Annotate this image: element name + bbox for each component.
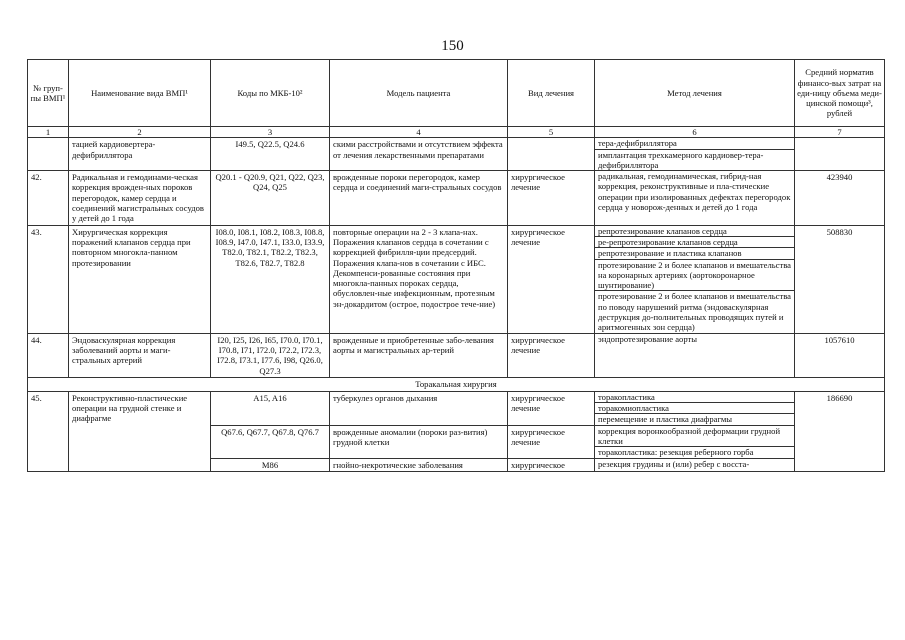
vmp-name-cell: Реконструктивно-пластические операции на грудной стенке и диафрагме [69,391,211,471]
column-number-row [28,127,885,138]
treatment-type-cell: хирургическое лечение [508,333,595,377]
icd-codes-cell: Q20.1 - Q20.9, Q21, Q22, Q23, Q24, Q25 [211,171,330,225]
header-group-number: № груп-пы ВМП¹ [28,60,69,127]
icd-codes-cell [211,458,330,471]
treatment-type-cell [508,138,595,171]
patient-model-cell: врожденные аномалии (пороки раз-вития) грудной клетки [330,425,508,458]
method-item: репротезирование клапанов сердца [595,226,794,237]
table-row [28,333,885,377]
average-cost-cell: 508830 [795,225,885,333]
vmp-name-cell: Радикальная и гемодинами-ческая коррекция врожден-ных пороков перегородок, камер сердца и соединений магистральных сосудов у детей до 1 года [69,171,211,225]
treatment-method-cell [595,333,795,377]
vmp-name-cell: Эндоваскулярная коррекция заболеваний аорты и маги-стральных артерий [69,333,211,377]
method-item: коррекция воронкообразной деформации грудной клетки [595,426,794,448]
method-item: тера-дефибриллятора [595,138,794,149]
method-item: ре-репротезирование клапанов сердца [595,237,794,248]
average-cost-cell: 186690 [795,391,885,471]
section-title: Торакальная хирургия [28,377,885,391]
table-row [28,391,885,425]
icd-codes-cell: I20, I25, I26, I65, I70.0, I70.1, I70.8, I71, I72.0, I72.2, I72.3, I72.8, I73.1, I77.6, I98, Q26.0, Q27.3 [211,333,330,377]
group-number-cell: 44. [28,333,69,377]
group-number-cell: 43. [28,225,69,333]
table-row [28,138,885,171]
patient-model-cell: врожденные пороки перегородок, камер сердца и соединений маги-стральных сосудов [330,171,508,225]
header-treatment-type: Вид лечения [508,60,595,127]
column-number: 4 [330,127,508,138]
vmp-name-cell: тацией кардиовертера-дефибриллятора [69,138,211,171]
method-item: торакомиопластика [595,403,794,414]
method-item: перемещение и пластика диафрагмы [598,414,733,425]
patient-model-cell: повторные операции на 2 - 3 клапа-нах. Поражения клапанов сердца в сочетании с коррекцией фибрилля-ции предсердий. Поражения клапа-нов в сочетании с ИБС. Декомпенси-рованные состояния при многокла-панных пороках сердца, обусловлен-ные инфекционным, протезным эн-докардитом (острое, подострое тече-ние) [330,225,508,333]
method-item: торакопластика: резекция реберного горба [598,447,754,458]
method-item: протезирование 2 и более клапанов и вмешательства по поводу нарушений ритма (эндоваскулярная деструкция до-полнительных проводящих путей и аритмогенных зон сердца) [598,291,791,333]
icd-codes-cell: A15, A16 [211,391,330,425]
cell-text: M86 [261,459,279,470]
icd-codes-cell: I49.5, Q22.5, Q24.6 [211,138,330,171]
icd-codes-cell: Q67.6, Q67.7, Q67.8, Q76.7 [211,425,330,458]
method-item: торакопластика [595,392,794,403]
table-row [28,171,885,225]
patient-model-cell: скими расстройствами и отсутствием эффекта от лечения лекарственными препаратами [330,138,508,171]
patient-model-cell: туберкулез органов дыхания [330,391,508,425]
header-treatment-method: Метод лечения [595,60,795,127]
method-item: эндопротезирование аорты [598,333,698,344]
method-item: радикальная, гемодинамическая, гибрид-ная коррекция, реконструктивные и пла-стические операции при изолированных дефектах перегородок сердца у новорож-денных и детей до 1 года [598,171,791,213]
header-patient-model: Модель пациента [330,60,508,127]
method-item: репротезирование и пластика клапанов [595,248,794,259]
treatment-method-cell [595,171,795,225]
treatment-type-cell: хирургическое лечение [508,171,595,225]
page-number: 150 [441,38,464,54]
treatment-method-cell [595,138,795,171]
column-number: 3 [211,127,330,138]
average-cost-cell: 1057610 [795,333,885,377]
column-number: 7 [795,127,885,138]
vmp-name-cell: Хирургическая коррекция поражений клапанов сердца при повторном многокла-панном протезировании [69,225,211,333]
patient-model-cell [330,458,508,471]
treatment-type-cell: хирургическое лечение [508,225,595,333]
group-number-cell: 45. [28,391,69,471]
column-number: 2 [69,127,211,138]
treatment-type-cell: хирургическое лечение [508,425,595,458]
average-cost-cell [795,138,885,171]
header-average-cost: Средний норматив финансо-вых затрат на еди-ницу объема меди-цинской помощи³, рублей [795,60,885,127]
table-header-row [28,60,885,127]
method-item: протезирование 2 и более клапанов и вмешательства на коронарных артериях (аортокоронарное шунтирование) [595,260,794,292]
cell-text: хирургическое [511,459,565,470]
icd-codes-cell: I08.0, I08.1, I08.2, I08.3, I08.8, I08.9, I47.0, I47.1, I33.0, I33.9, T82.0, T82.1, T82.2, T82.3, T82.6, T82.7, T82.8 [211,225,330,333]
table-row [28,225,885,333]
group-number-cell [28,138,69,171]
column-number: 5 [508,127,595,138]
treatment-type-cell [508,458,595,471]
treatment-method-cell [595,391,795,425]
treatment-method-cell [595,225,795,333]
average-cost-cell: 423940 [795,171,885,225]
method-item: резекция грудины и (или) ребер с восста- [598,458,750,469]
treatment-method-cell [595,458,795,471]
column-number: 6 [595,127,795,138]
column-number: 1 [28,127,69,138]
vmp-table [27,59,885,472]
treatment-type-cell: хирургическое лечение [508,391,595,425]
patient-model-cell: врожденные и приобретенные забо-левания аорты и магистральных ар-терий [330,333,508,377]
section-header-row [28,377,885,391]
method-item: имплантация трехкамерного кардиовер-тера-дефибриллятора [598,149,764,170]
treatment-method-cell [595,425,795,458]
header-vmp-name: Наименование вида ВМП¹ [69,60,211,127]
cell-text: гнойно-некротические заболевания [333,459,463,470]
group-number-cell: 42. [28,171,69,225]
header-icd-codes: Коды по МКБ-10² [211,60,330,127]
